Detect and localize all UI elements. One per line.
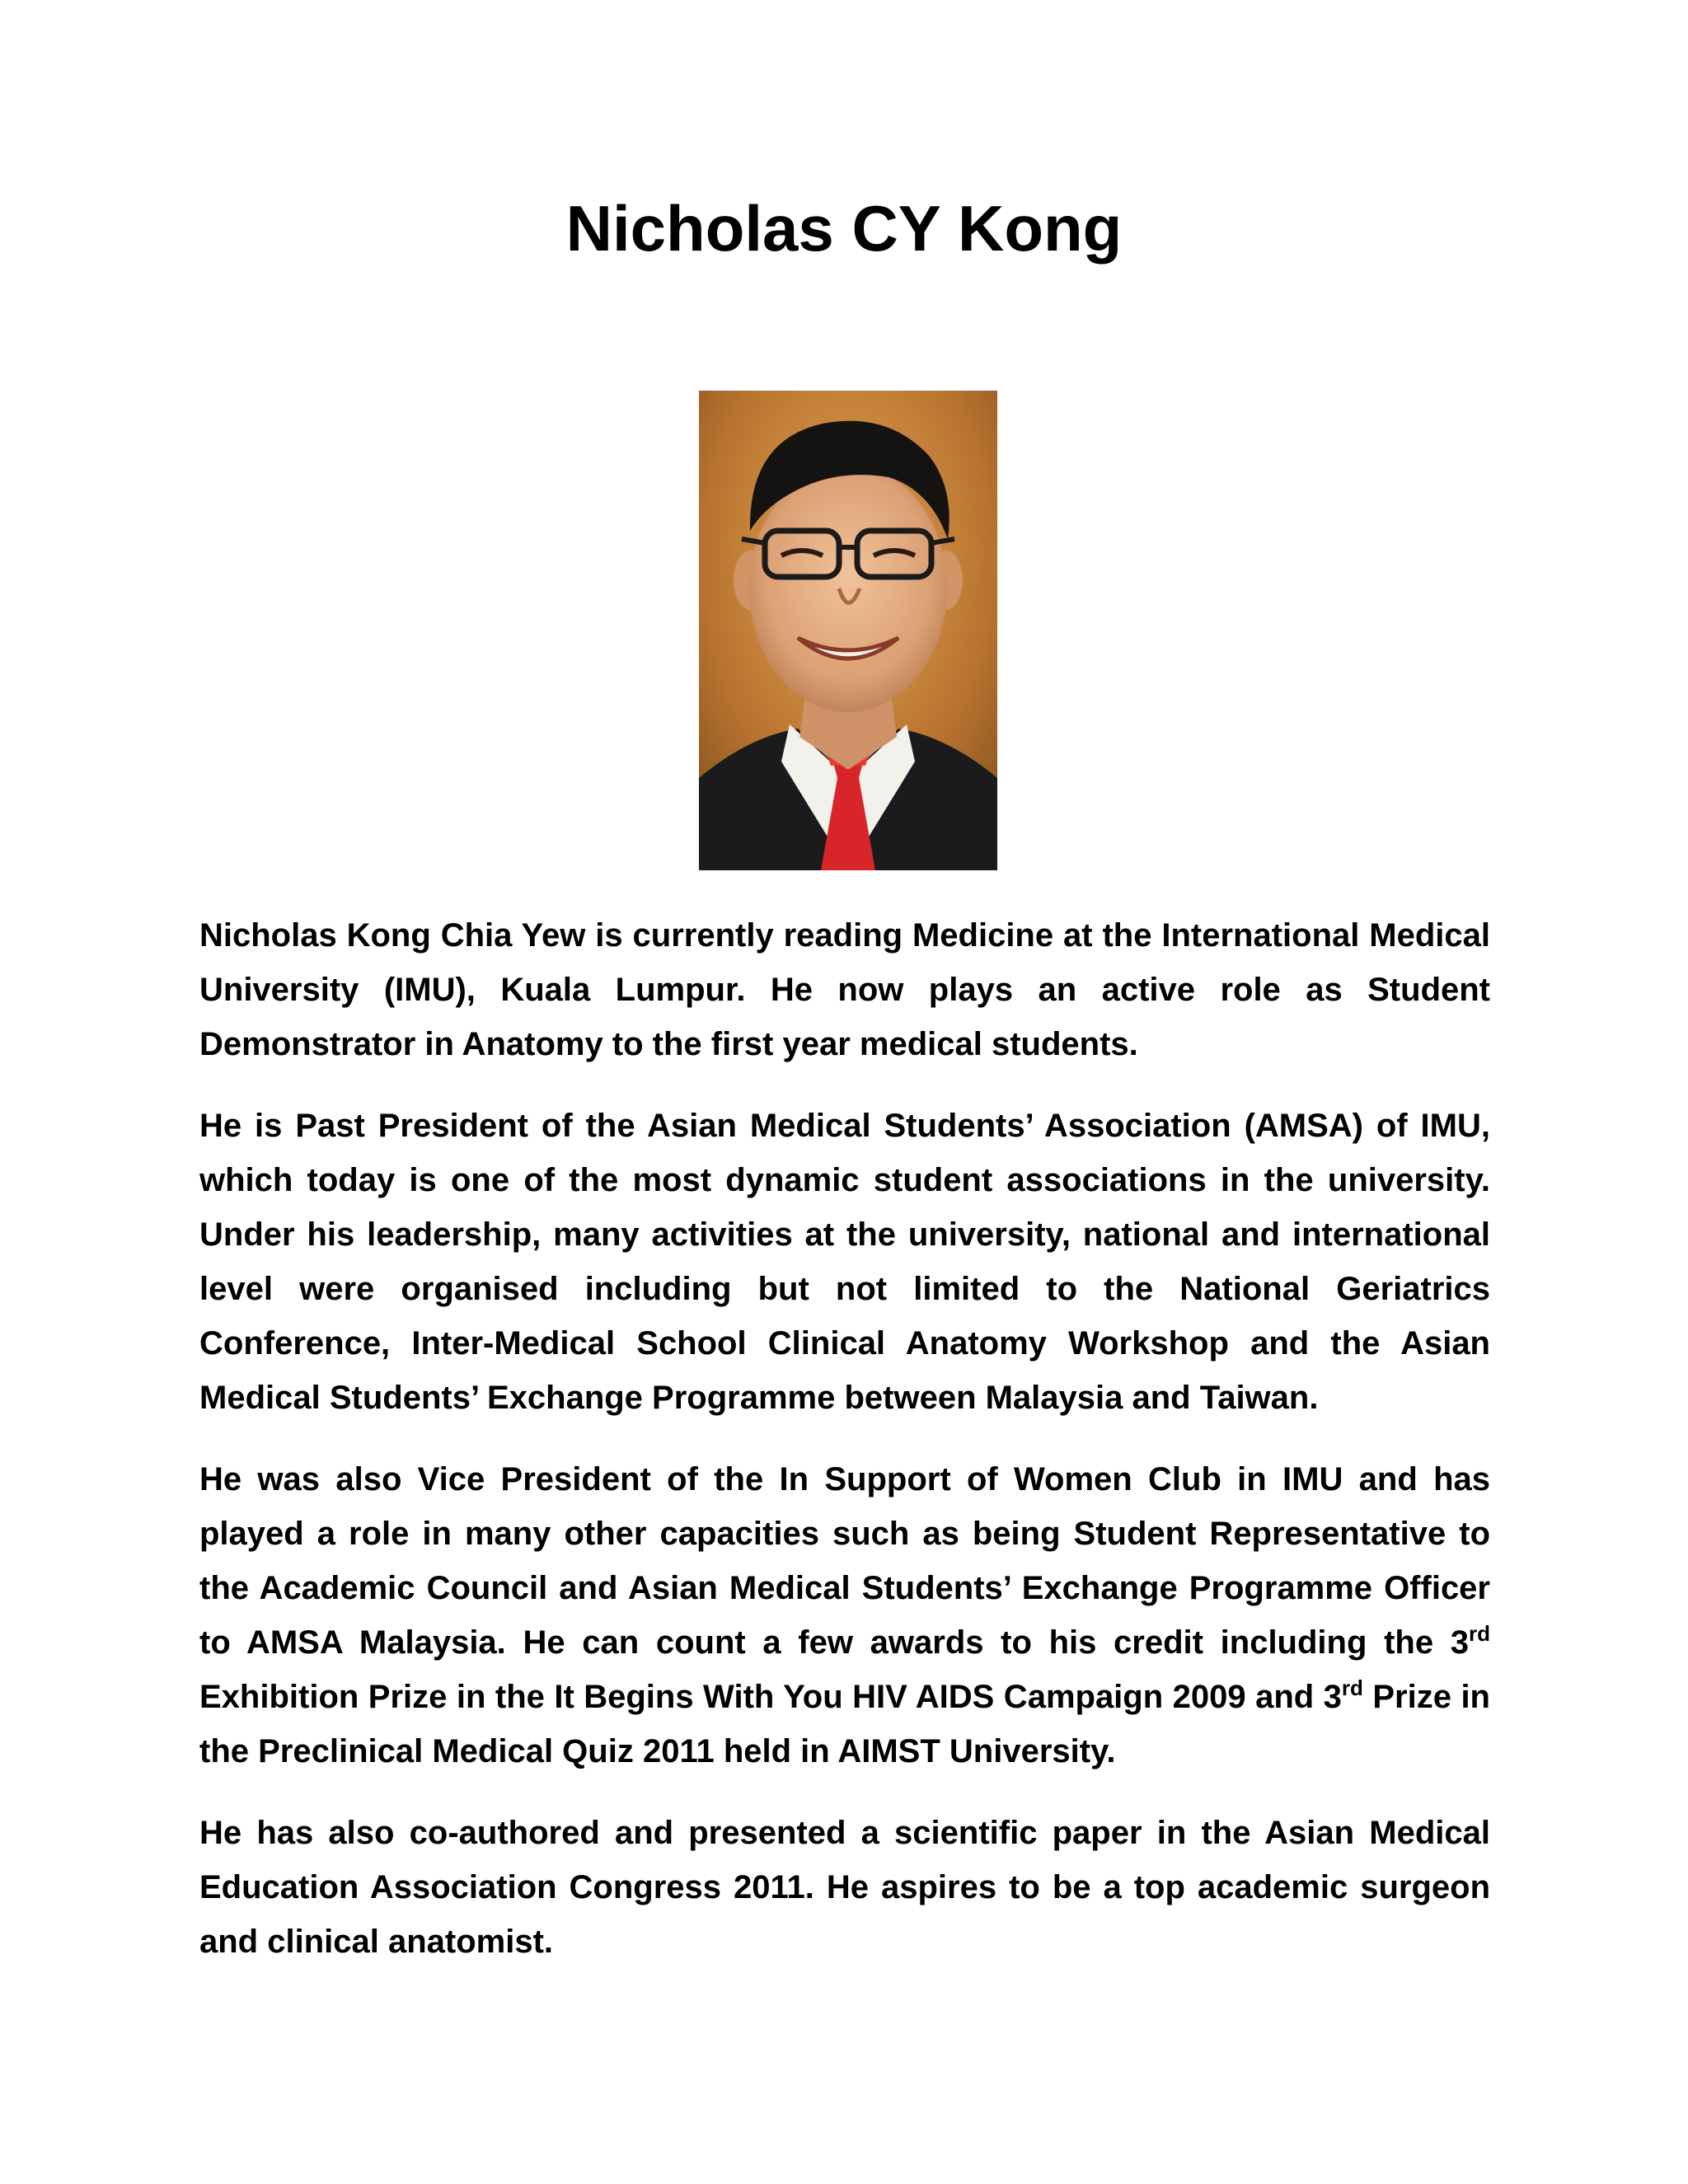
bio-paragraph-3-part-2: Exhibition Prize in the It Begins With You HIV AIDS Campaign 2009 and 3	[199, 1679, 1342, 1715]
bio-paragraph-4: He has also co-authored and presented a scientific paper in the Asian Medical Education Association Congress 2011. He aspires to be a top academic surgeon and clinical anatomist.	[199, 1815, 1490, 1960]
bio-paragraph-3-part-1: He was also Vice President of the In Support of Women Club in IMU and has played a role in many other capacities such as being Student Representative to the Academic Council and Asian Medical Students’ Exchange Programme Officer to AMSA Malaysia. He can count a few awards to his credit including the 3	[199, 1461, 1490, 1661]
bio-paragraph-2: He is Past President of the Asian Medical Students’ Association (AMSA) of IMU, which today is one of the most dynamic student associations in the university. Under his leadership, many activities at the university, national and international level were organised including but not limited to the National Geriatrics Conference, Inter-Medical School Clinical Anatomy Workshop and the Asian Medical Students’ Exchange Programme between Malaysia and Taiwan.	[199, 1108, 1490, 1416]
bio-paragraph-1: Nicholas Kong Chia Yew is currently reading Medicine at the International Medical University (IMU), Kuala Lumpur. He now plays an active role as Student Demonstrator in Anatomy to the first year medical students.	[199, 917, 1490, 1062]
bio-paragraph-3	[199, 1452, 1490, 1779]
biography	[199, 908, 1490, 1996]
ordinal-suffix: rd	[1469, 1621, 1490, 1646]
portrait-photo	[699, 391, 997, 870]
portrait-illustration	[699, 391, 997, 870]
ordinal-suffix: rd	[1341, 1675, 1363, 1700]
page-title: Nicholas CY Kong	[565, 192, 1123, 265]
bio-paragraph-3-part-3: Prize in the Preclinical Medical Quiz 2011 held in AIMST University.	[199, 1679, 1490, 1769]
